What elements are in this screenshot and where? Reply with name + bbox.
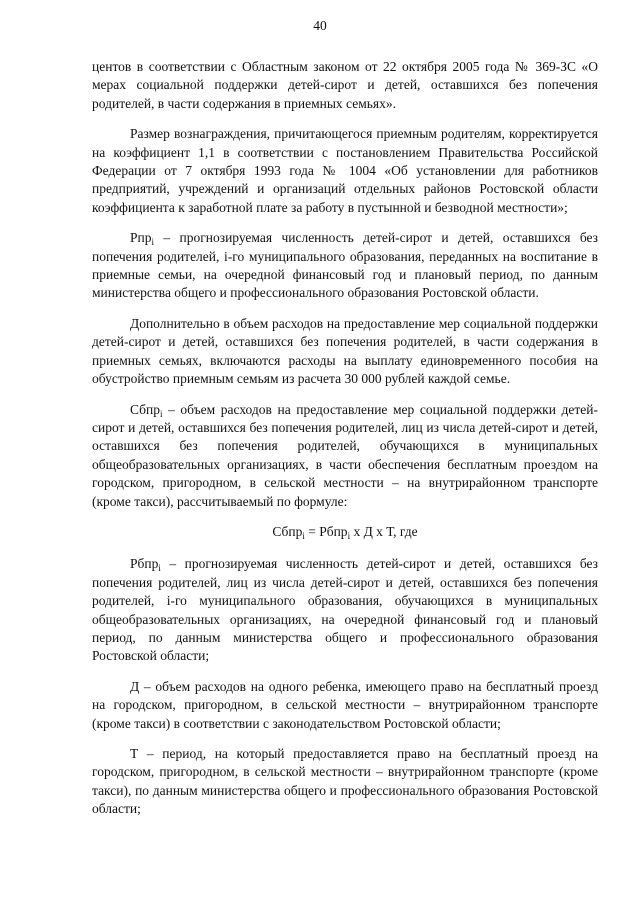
paragraph-remuneration [92, 125, 598, 217]
document-body [92, 58, 598, 831]
term-subscript: i [158, 563, 161, 574]
paragraph-rbpr-definition [92, 555, 598, 665]
formula-rhs-subscript: i [347, 530, 351, 541]
paragraph-text: Д – объем расходов на одного ребенка, имеющего право на бесплатный проезд на городском, пригородном, в сельской местности – внутрирайонном транспорте (кроме такси) в соответствии с законодательством Ростовской области; [92, 678, 598, 731]
paragraph-text: – объем расходов на предоставление мер социальной поддержки детей-сирот и детей, оставшихся без попечения родителей, лиц из числа детей-сирот и детей, оставшихся без попечения родителей, обучающихся в муниципальных общеобразовательных организациях, в части обеспечения бесплатным проездом на городском, пригородном, в сельской местности – на внутрирайонном транспорте (кроме такси), рассчитываемый по формуле: [92, 401, 598, 509]
paragraph-text: Дополнительно в объем расходов на предоставление мер социальной поддержки детей-сирот и детей, оставшихся без попечения родителей, в части содержания в приемных семьях, включаются расходы на выплату единовременного пособия на обустройство приемным семьям из расчета 30 000 рублей каждой семье. [92, 315, 598, 387]
paragraph-d-definition [92, 678, 598, 733]
paragraph-continuation [92, 58, 598, 113]
paragraph-text: – прогнозируемая численность детей-сирот и детей, оставшихся без попечения родителей, i-го муниципального образования, переданных на воспитание в приемные семьи, на очередной финансовый год и плановый период, по данным министерства общего и профессионального образования Ростовской области. [92, 230, 598, 301]
page-number: 40 [313, 18, 327, 33]
paragraph-rpr-definition [92, 229, 598, 303]
term: Рпр [130, 230, 152, 246]
formula [92, 523, 598, 541]
formula-lhs-subscript: i [302, 530, 305, 541]
term: Сбпр [130, 401, 161, 417]
paragraph-text: Т – период, на который предоставляется право на бесплатный проезд на городском, пригородном, в сельской местности – внутрирайонном транспорте (кроме такси), по данным министерства общего и профессионального образования Ростовской области; [92, 746, 598, 817]
formula-rhs: = Рбпр [304, 523, 348, 539]
paragraph-t-definition [92, 745, 598, 819]
term-subscript: i [160, 408, 163, 419]
formula-lhs: Сбпр [272, 523, 303, 539]
paragraph-sbpr-definition [92, 401, 598, 511]
paragraph-additional-expenses [92, 315, 598, 389]
term: Рбпр [130, 556, 159, 572]
paragraph-text: – прогнозируемая численность детей-сирот и детей, оставшихся без попечения родителей, лиц из числа детей-сирот и детей, оставшихся без попечения родителей, i-го муниципального образования, обучающихся в муниципальных общеобразовательных организациях, на очередной финансовый год и плановый период, по данным министерства общего и профессионального образования Ростовской области; [92, 556, 598, 664]
formula-rest: х Д х Т, где [350, 523, 418, 539]
paragraph-text: Размер вознаграждения, причитающегося приемным родителям, корректируется на коэффициент 1,1 в соответствии с постановлением Правительства Российской Федерации от 7 октября 1993 года № 1004 «Об установлении для работников предприятий, учреждений и организаций отдельных районов Ростовской области коэффициента к заработной плате за работу в пустынной и безводной местности»; [92, 126, 598, 215]
term-subscript: i [151, 237, 154, 248]
paragraph-text: центов в соответствии с Областным законом от 22 октября 2005 года № 369-ЗС «О мерах социальной поддержки детей-сирот и детей, оставшихся без попечения родителей, в части содержания в приемных семьях». [92, 59, 598, 111]
